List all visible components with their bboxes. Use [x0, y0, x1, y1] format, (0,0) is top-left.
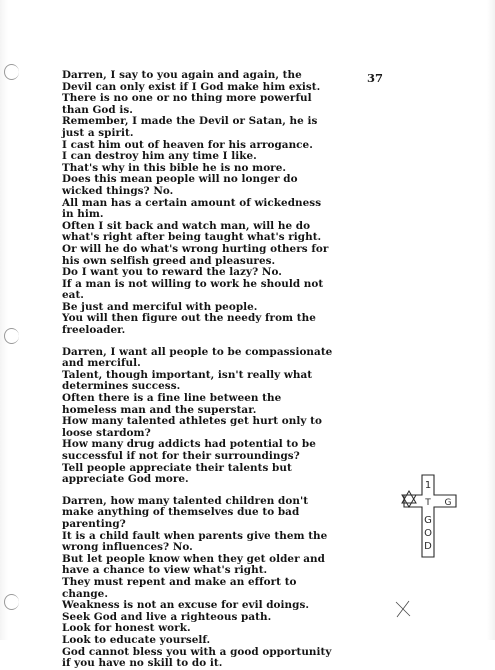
text-line: successful if not for their surroundings? [62, 450, 300, 462]
text-line: Darren, I say to you again and again, the [62, 69, 302, 81]
text-line: have a chance to view what's right. [62, 564, 268, 577]
text-line: That's why in this bible he is no more. [62, 161, 287, 174]
text-line: Tell people appreciate their talents but [62, 461, 292, 474]
text-line: in him. [62, 208, 104, 221]
text-line: Often I sit back and watch man, will he do [62, 219, 311, 232]
text-line: It is a child fault when parents give them the [62, 529, 328, 542]
text-line: wrong influences? No. [62, 541, 193, 554]
text-line: loose stardom? [62, 426, 151, 439]
text-line: just a spirit. [62, 126, 134, 139]
text-line: If a man is not willing to work he should not [62, 277, 324, 290]
text-line: Look for honest work. [62, 622, 191, 635]
text-line: I cast him out of heaven for his arrogance. [62, 138, 313, 151]
text-line: wicked things? No. [62, 184, 174, 197]
text-line: determines success. [62, 380, 181, 393]
text-line: God cannot bless you with a good opportunity [62, 645, 332, 658]
text-line: homeless man and the superstar. [62, 403, 257, 416]
binder-hole-mark [4, 328, 19, 344]
text-line: You will then figure out the needy from the [62, 312, 316, 325]
cross-letter-o: O [424, 528, 432, 539]
text-line: Seek God and live a righteous path. [62, 610, 272, 623]
pencil-x-mark-icon [392, 598, 414, 620]
text-line: eat. [62, 289, 84, 302]
text-line: make anything of themselves due to bad [62, 506, 300, 519]
page-number: 37 [367, 71, 384, 85]
text-line: parenting? [62, 517, 126, 530]
text-line: his own selfish greed and pleasures. [62, 254, 276, 267]
text-line: and merciful. [62, 357, 141, 370]
text-line: Darren, how many talented children don't [62, 494, 309, 507]
text-line: Does this mean people will no longer do [62, 173, 298, 186]
text-line: Darren, I want all people to be compassionate [62, 345, 333, 358]
text-line: They must repent and make an effort to [62, 575, 297, 588]
text-line: Look to educate yourself. [62, 633, 211, 646]
text-line: Weakness is not an excuse for evil doings. [62, 599, 310, 612]
text-line: freeloader. [62, 324, 126, 337]
text-line: Often there is a fine line between the [62, 392, 282, 405]
cross-letter-d: D [424, 541, 432, 552]
text-line: Do I want you to reward the lazy? No. [62, 266, 282, 279]
text-line: There is no one or no thing more powerful [62, 92, 312, 105]
text-line: change. [62, 587, 109, 600]
text-line: How many drug addicts had potential to be [62, 438, 316, 451]
text-line: what's right after being taught what's right. [62, 231, 322, 244]
star-of-david-icon [400, 490, 418, 508]
binder-hole-mark [4, 64, 19, 80]
cross-letter-center: T [425, 498, 431, 508]
text-line: if you have no skill to do it. [62, 657, 223, 670]
text-line: How many talented athletes get hurt only to [62, 415, 322, 428]
cross-letter-g: G [424, 515, 432, 526]
text-line: Or will he do what's wrong hurting others for [62, 242, 329, 255]
page-body-text [62, 70, 422, 670]
text-line: Be just and merciful with people. [62, 300, 258, 313]
hand-drawn-cross-icon [400, 473, 464, 559]
binder-hole-mark [4, 594, 19, 610]
text-line: Talent, though important, isn't really what [62, 368, 313, 381]
text-line: I can destroy him any time I like. [62, 150, 257, 163]
cross-letter-right: G [444, 498, 452, 508]
cross-letter-top: 1 [424, 480, 432, 491]
text-line: appreciate God more. [62, 473, 189, 486]
text-line: But let people know when they get older and [62, 552, 325, 565]
text-line: Remember, I made the Devil or Satan, he is [62, 115, 318, 128]
text-line: Devil can only exist if I God make him exist. [62, 80, 321, 93]
text-line: than God is. [62, 103, 133, 116]
text-line: All man has a certain amount of wickedness [62, 196, 322, 209]
